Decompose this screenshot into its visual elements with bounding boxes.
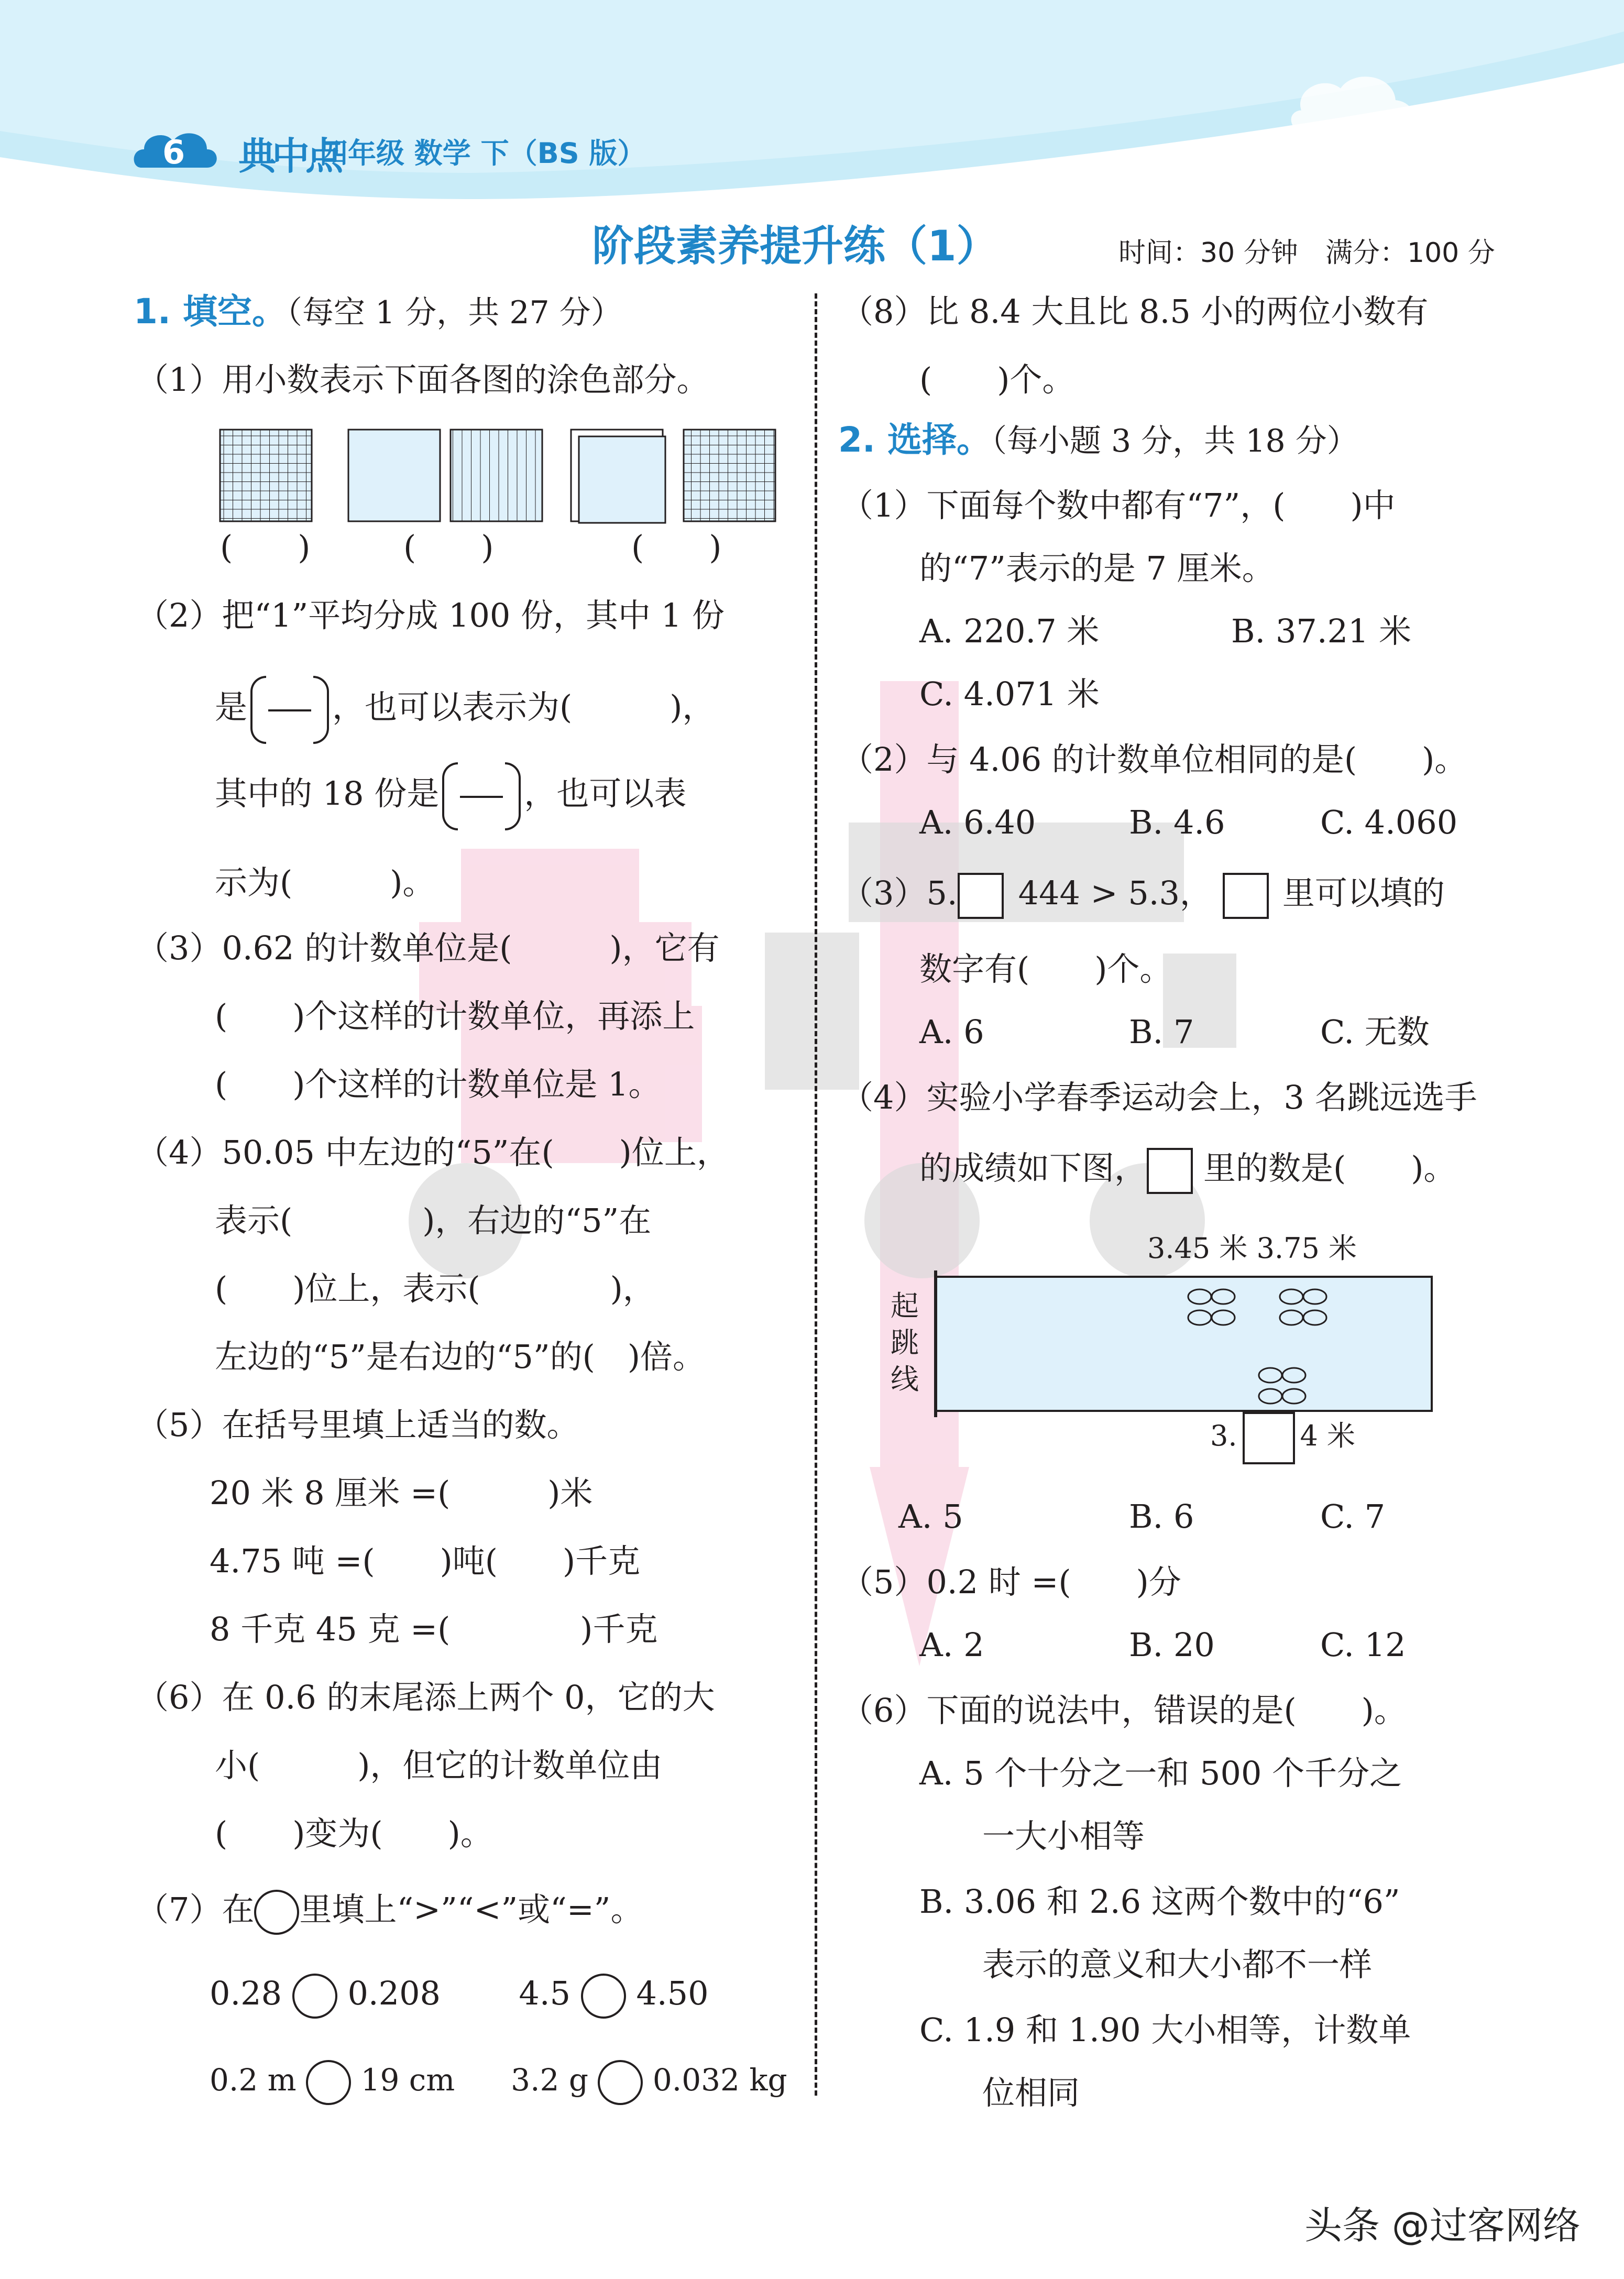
footprint-icons: [885, 1226, 1451, 1477]
q8-line-b: ( )个。: [919, 360, 1075, 399]
time-limit: 时间：30 分钟: [1118, 237, 1298, 269]
q2-c-pre: 其中的 18 份是: [215, 774, 440, 813]
q2-line-a: （2）把“1”平均分成 100 份，其中 1 份: [136, 596, 725, 634]
q2-c-post: ，也可以表: [524, 774, 687, 813]
q8-line-a: （8）比 8.4 大且比 8.5 小的两位小数有: [841, 292, 1429, 331]
q3-line-a: （3）0.62 的计数单位是( )，它有: [136, 929, 720, 967]
c3-line-b: 数字有( )个。: [919, 950, 1172, 988]
q1-text: （1）用小数表示下面各图的涂色部分。: [136, 360, 709, 399]
c3-option-b[interactable]: B. 7: [1129, 1013, 1194, 1051]
jump-digit-box: [1243, 1412, 1295, 1464]
q4-line-c: ( )位上，表示( )，: [215, 1269, 655, 1308]
book-title: 四年级 数学 下（BS 版）: [320, 137, 646, 170]
c6-option-c[interactable]: C. 1.9 和 1.90 大小相等，计数单: [919, 2011, 1411, 2049]
q6-line-a: （6）在 0.6 的末尾添上两个 0，它的大: [136, 1678, 715, 1716]
stacked-squares-figure: [571, 430, 665, 523]
c6-option-b-cont: 表示的意义和大小都不一样: [982, 1945, 1373, 1984]
start-line-label-1: 起: [891, 1289, 919, 1322]
c4-line-b: [919, 1147, 1456, 1194]
c3-option-c[interactable]: C. 无数: [1320, 1013, 1430, 1051]
long-jump-figure: [885, 1226, 1451, 1477]
start-line-label-3: 线: [891, 1363, 919, 1396]
c5-option-a[interactable]: A. 2: [919, 1626, 984, 1664]
q7-row-1: [210, 1973, 709, 2019]
q5-line-b: 20 米 8 厘米 =( )米: [210, 1474, 593, 1512]
c5-option-b[interactable]: B. 20: [1129, 1626, 1215, 1664]
q7-row-2: [210, 2059, 787, 2105]
q2-line-b: [215, 676, 715, 744]
start-line-label-2: 跳: [891, 1326, 919, 1359]
compare-circle-4[interactable]: [598, 2060, 643, 2105]
c1-line-b: 的“7”表示的是 7 厘米。: [919, 549, 1275, 587]
q6-line-c: ( )变为( )。: [215, 1814, 493, 1853]
q7-r1-d: 4.50: [636, 1974, 709, 2012]
c4-b-post: 里的数是( )。: [1203, 1149, 1456, 1187]
compare-circle-3[interactable]: [306, 2060, 351, 2105]
grid-figure-2: [684, 430, 775, 521]
q1-blank-2[interactable]: ( ): [403, 528, 494, 566]
c1-option-b[interactable]: B. 37.21 米: [1231, 612, 1412, 650]
c4-option-b[interactable]: B. 6: [1129, 1497, 1194, 1536]
grid-figure-1: [220, 430, 312, 521]
c1-option-a[interactable]: A. 220.7 米: [919, 612, 1100, 650]
compare-circle-example: [254, 1890, 299, 1935]
c3-digit-box-2: [1223, 873, 1269, 919]
compare-circle-2[interactable]: [581, 1974, 626, 2019]
compare-circle-1[interactable]: [292, 1974, 337, 2019]
fraction-blank-2[interactable]: [442, 762, 521, 830]
q7-r2-a: 0.2 m: [210, 2062, 297, 2098]
c1-line-a: （1）下面每个数中都有“7”，( )中: [841, 486, 1396, 524]
q1-blank-3[interactable]: ( ): [631, 528, 722, 566]
q7-pre: （7）在: [136, 1890, 255, 1929]
c5-option-c[interactable]: C. 12: [1320, 1626, 1406, 1664]
c6-line-a: （6）下面的说法中，错误的是( )。: [841, 1691, 1407, 1729]
c2-option-a[interactable]: A. 6.40: [919, 803, 1036, 841]
q6-line-b: 小( )，但它的计数单位由: [215, 1746, 663, 1784]
q3-line-b: ( )个这样的计数单位，再添上: [215, 997, 695, 1035]
q2-line-d: 示为( )。: [215, 863, 435, 902]
jump-top-label: 3.45 米 3.75 米: [1147, 1232, 1357, 1265]
c5-line-a: （5）0.2 时 =( )分: [841, 1563, 1181, 1601]
q4-line-d: 左边的“5”是右边的“5”的( )倍。: [215, 1338, 706, 1376]
footer-watermark: 头条 @过客网络: [1304, 2204, 1581, 2248]
c3-mid: 444 > 5.3，: [1018, 874, 1212, 912]
strip-figure: [451, 430, 542, 521]
jump-bottom-pre: 3.: [1210, 1419, 1237, 1452]
q7-r1-b: 0.208: [347, 1974, 441, 2012]
c6-option-a-cont: 一大小相等: [982, 1817, 1145, 1855]
square-figure: [348, 430, 440, 521]
c6-option-c-cont: 位相同: [982, 2074, 1080, 2112]
page-title: 阶段素养提升练（1）: [592, 222, 998, 270]
section-1-title: 1. 填空。: [134, 291, 287, 332]
jump-bottom-post: 4 米: [1300, 1419, 1356, 1452]
fraction-blank-1[interactable]: [250, 676, 329, 744]
c4-digit-box: [1147, 1148, 1193, 1194]
q7-r2-c: 3.2 g: [511, 2062, 588, 2098]
q2-b-pre: 是: [215, 688, 248, 727]
q7-r1-a: 0.28: [210, 1974, 282, 2012]
page-number-badge: [131, 126, 220, 178]
q1-blank-1[interactable]: ( ): [220, 528, 311, 566]
section-2-title: 2. 选择。: [838, 420, 991, 460]
q2-b-post: ，也可以表示为( )，: [332, 688, 715, 727]
c4-b-pre: 的成绩如下图，: [919, 1149, 1147, 1187]
c3-digit-box[interactable]: [958, 873, 1004, 919]
q5-line-d: 8 千克 45 克 =( )千克: [210, 1610, 658, 1648]
c4-option-c[interactable]: C. 7: [1320, 1497, 1386, 1536]
brand-logo: 典中点: [238, 134, 339, 178]
q7-r2-b: 19 cm: [360, 2062, 455, 2098]
q1-figures: [215, 427, 786, 527]
c3-post: 里可以填的: [1282, 874, 1445, 912]
q3-line-c: ( )个这样的计数单位是 1。: [215, 1065, 661, 1103]
column-divider: [815, 293, 817, 2096]
c3-line-a: [841, 872, 1445, 919]
q7-r1-c: 4.5: [519, 1974, 571, 2012]
c6-option-a[interactable]: A. 5 个十分之一和 500 个千分之: [919, 1754, 1402, 1792]
c2-option-c[interactable]: C. 4.060: [1320, 803, 1458, 841]
c3-pre: （3）5.: [841, 874, 958, 912]
section-2-note: （每小题 3 分，共 18 分）: [991, 423, 1358, 459]
jump-bottom-label: [1210, 1412, 1355, 1464]
c4-line-a: （4）实验小学春季运动会上，3 名跳远选手: [841, 1078, 1477, 1116]
c6-option-b[interactable]: B. 3.06 和 2.6 这两个数中的“6”: [919, 1882, 1400, 1921]
c1-option-c[interactable]: C. 4.071 米: [919, 675, 1100, 713]
q5-line-c: 4.75 吨 =( )吨( )千克: [210, 1542, 641, 1580]
q7-post: 里填上“>”“<”或“=”。: [299, 1890, 643, 1929]
section-1-note: （每空 1 分，共 27 分）: [286, 294, 622, 331]
q7-r2-d: 0.032 kg: [652, 2062, 787, 2098]
c2-line-a: （2）与 4.06 的计数单位相同的是( )。: [841, 740, 1467, 779]
section-1-heading: [134, 291, 622, 334]
c4-option-a[interactable]: A. 5: [898, 1497, 963, 1536]
q7-line-a: [136, 1889, 643, 1935]
q4-line-b: 表示( )，右边的“5”在: [215, 1201, 652, 1240]
full-score: 满分：100 分: [1325, 237, 1495, 269]
q2-line-c: [215, 762, 686, 830]
c2-option-b[interactable]: B. 4.6: [1129, 803, 1225, 841]
c3-option-a[interactable]: A. 6: [919, 1013, 984, 1051]
page-number: 6: [162, 133, 185, 171]
q5-line-a: （5）在括号里填上适当的数。: [136, 1406, 579, 1444]
q4-line-a: （4）50.05 中左边的“5”在( )位上，: [136, 1133, 729, 1171]
section-2-heading: [838, 419, 1358, 462]
